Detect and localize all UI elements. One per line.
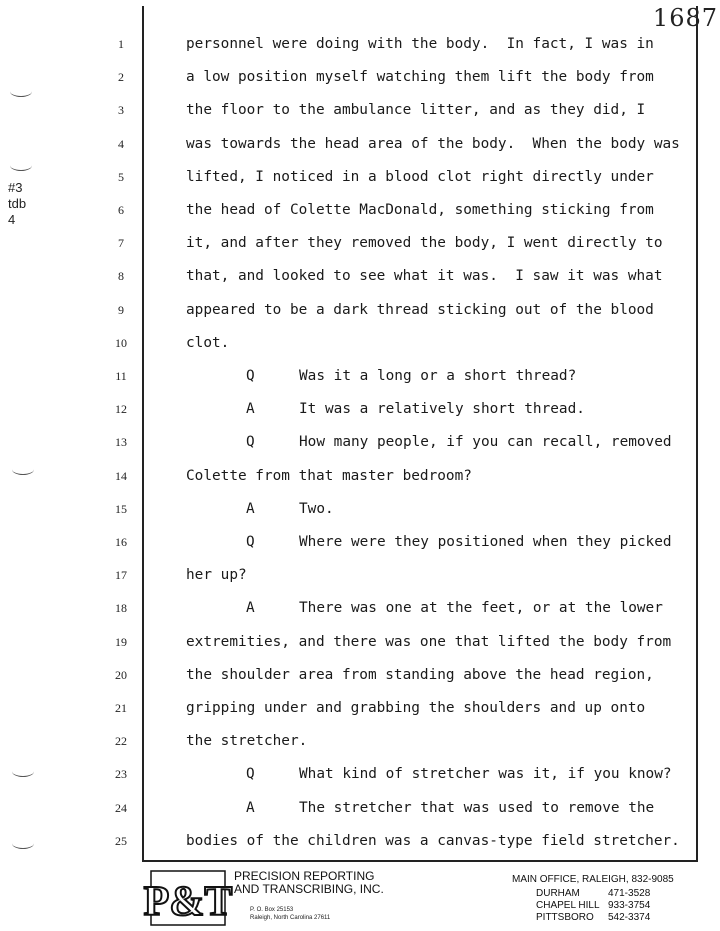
line-number: 25 xyxy=(115,833,127,848)
city-state: Raleigh, North Carolina 27611 xyxy=(250,915,331,921)
binder-hole-mark xyxy=(12,838,34,849)
transcript-line xyxy=(246,765,672,783)
transcript-text: bodies of the children was a canvas-type field stretcher. xyxy=(186,832,680,849)
speaker-label: A xyxy=(246,500,255,517)
office-city: PITTSBORO xyxy=(536,912,594,923)
logo-lettering: P&T xyxy=(143,879,233,925)
transcript-text: personnel were doing with the body. In fact, I was in xyxy=(186,36,654,52)
line-number: 10 xyxy=(115,335,127,350)
transcript-text: appeared to be a dark thread sticking out of the blood xyxy=(186,301,654,318)
speaker-label: A xyxy=(246,401,255,418)
line-number: 22 xyxy=(115,734,127,749)
company-logo xyxy=(143,870,233,926)
main-office: MAIN OFFICE, RALEIGH, 832-9085 xyxy=(512,874,674,885)
transcript-line xyxy=(246,799,654,817)
line-number: 6 xyxy=(118,203,124,217)
po-box: P. O. Box 25153 xyxy=(250,907,294,913)
transcript-line xyxy=(186,334,229,352)
binder-hole-mark xyxy=(12,464,34,475)
line-number: 11 xyxy=(115,369,127,383)
speaker-label: Q xyxy=(246,534,255,550)
transcript-line xyxy=(186,633,671,651)
margin-note-line: tdb xyxy=(8,196,27,211)
line-number: 7 xyxy=(118,236,124,251)
transcript-text: it, and after they removed the body, I went directly to xyxy=(186,235,663,252)
transcript-line xyxy=(186,666,654,684)
speaker-label: Q xyxy=(246,766,255,783)
transcript-text: the floor to the ambulance litter, and as they did, I xyxy=(186,102,646,119)
office-row xyxy=(536,900,650,912)
company-name-line-1: PRECISION REPORTING xyxy=(234,869,375,883)
transcript-text: the stretcher. xyxy=(186,733,308,750)
office-phone: 471-3528 xyxy=(608,888,651,899)
transcript-line xyxy=(186,35,654,53)
company-name xyxy=(234,870,384,896)
binder-hole-mark xyxy=(10,86,32,97)
transcript-text: Where were they positioned when they picked xyxy=(299,534,672,550)
line-number: 14 xyxy=(115,468,127,483)
transcript-line xyxy=(186,699,645,717)
line-number: 17 xyxy=(115,568,127,583)
line-number: 13 xyxy=(115,435,127,450)
transcript-text: Colette from that master bedroom? xyxy=(186,467,472,484)
line-number: 24 xyxy=(115,800,127,815)
line-number: 1 xyxy=(118,37,124,51)
line-number: 3 xyxy=(118,103,124,118)
office-city: DURHAM xyxy=(536,888,580,899)
transcript-line xyxy=(186,135,680,153)
transcript-text: the head of Colette MacDonald, something sticking from xyxy=(186,202,654,218)
transcript-line xyxy=(246,533,672,551)
line-number: 21 xyxy=(115,701,127,715)
office-list xyxy=(536,888,650,924)
transcript-line xyxy=(246,500,334,518)
page-number: 1687 xyxy=(652,4,718,32)
margin-note-line: 4 xyxy=(8,212,16,227)
margin-note-line: #3 xyxy=(8,180,23,195)
transcript-text: It was a relatively short thread. xyxy=(299,401,585,418)
line-number: 5 xyxy=(118,169,124,184)
transcript-line xyxy=(186,467,472,485)
transcript-line xyxy=(186,101,645,119)
line-number: 23 xyxy=(115,767,127,782)
office-phone: 542-3374 xyxy=(608,912,651,923)
transcript-line xyxy=(246,433,672,451)
binder-hole-mark xyxy=(12,766,34,777)
speaker-label: Q xyxy=(246,434,255,451)
transcript-text: Two. xyxy=(299,500,334,517)
transcript-text: What kind of stretcher was it, if you know? xyxy=(299,766,672,783)
transcript-line xyxy=(186,234,663,252)
transcript-text: that, and looked to see what it was. I saw it was what xyxy=(186,268,663,285)
speaker-label: A xyxy=(246,799,255,816)
office-city: CHAPEL HILL xyxy=(536,900,600,911)
transcript-line xyxy=(186,267,663,285)
transcript-line xyxy=(246,599,663,617)
line-number: 9 xyxy=(118,302,124,317)
footer xyxy=(0,866,720,931)
transcript-line xyxy=(246,367,576,385)
transcript-line xyxy=(186,168,654,186)
transcript-line xyxy=(186,301,654,319)
margin-note xyxy=(8,180,26,228)
company-address xyxy=(250,906,330,922)
transcript-line xyxy=(186,566,247,584)
transcript-text: extremities, and there was one that lifted the body from xyxy=(186,633,672,650)
line-number: 15 xyxy=(115,501,127,516)
transcript-text: Was it a long or a short thread? xyxy=(299,368,577,384)
transcript-line xyxy=(246,400,585,418)
line-number: 19 xyxy=(115,634,127,649)
line-number: 12 xyxy=(115,402,127,417)
line-number: 2 xyxy=(118,70,124,85)
transcript-text: There was one at the feet, or at the lower xyxy=(299,600,663,617)
line-number: 8 xyxy=(118,269,124,284)
transcript-line xyxy=(186,68,654,86)
transcript-text: was towards the head area of the body. When the body was xyxy=(186,135,680,152)
line-number: 16 xyxy=(115,535,127,549)
transcript-text: clot. xyxy=(186,334,230,351)
line-number: 20 xyxy=(115,667,127,682)
speaker-label: A xyxy=(246,600,255,617)
office-row xyxy=(536,888,650,900)
transcript-text: her up? xyxy=(186,567,247,584)
transcript-line xyxy=(186,201,654,219)
transcript-line xyxy=(186,732,307,750)
office-phone: 933-3754 xyxy=(608,900,651,911)
line-number: 4 xyxy=(118,136,124,151)
transcript-line xyxy=(186,832,680,850)
company-name-line-2: AND TRANSCRIBING, INC. xyxy=(234,882,384,896)
speaker-label: Q xyxy=(246,368,255,384)
transcript-text: a low position myself watching them lift the body from xyxy=(186,69,654,86)
transcript-text: the shoulder area from standing above the head region, xyxy=(186,666,654,683)
office-row xyxy=(536,912,650,924)
line-number: 18 xyxy=(115,601,127,616)
transcript-text: How many people, if you can recall, removed xyxy=(299,434,672,451)
transcript-text: The stretcher that was used to remove the xyxy=(299,799,655,816)
binder-hole-mark xyxy=(10,160,32,171)
transcript-text: gripping under and grabbing the shoulders and up onto xyxy=(186,700,646,716)
transcript-text: lifted, I noticed in a blood clot right directly under xyxy=(186,168,654,185)
